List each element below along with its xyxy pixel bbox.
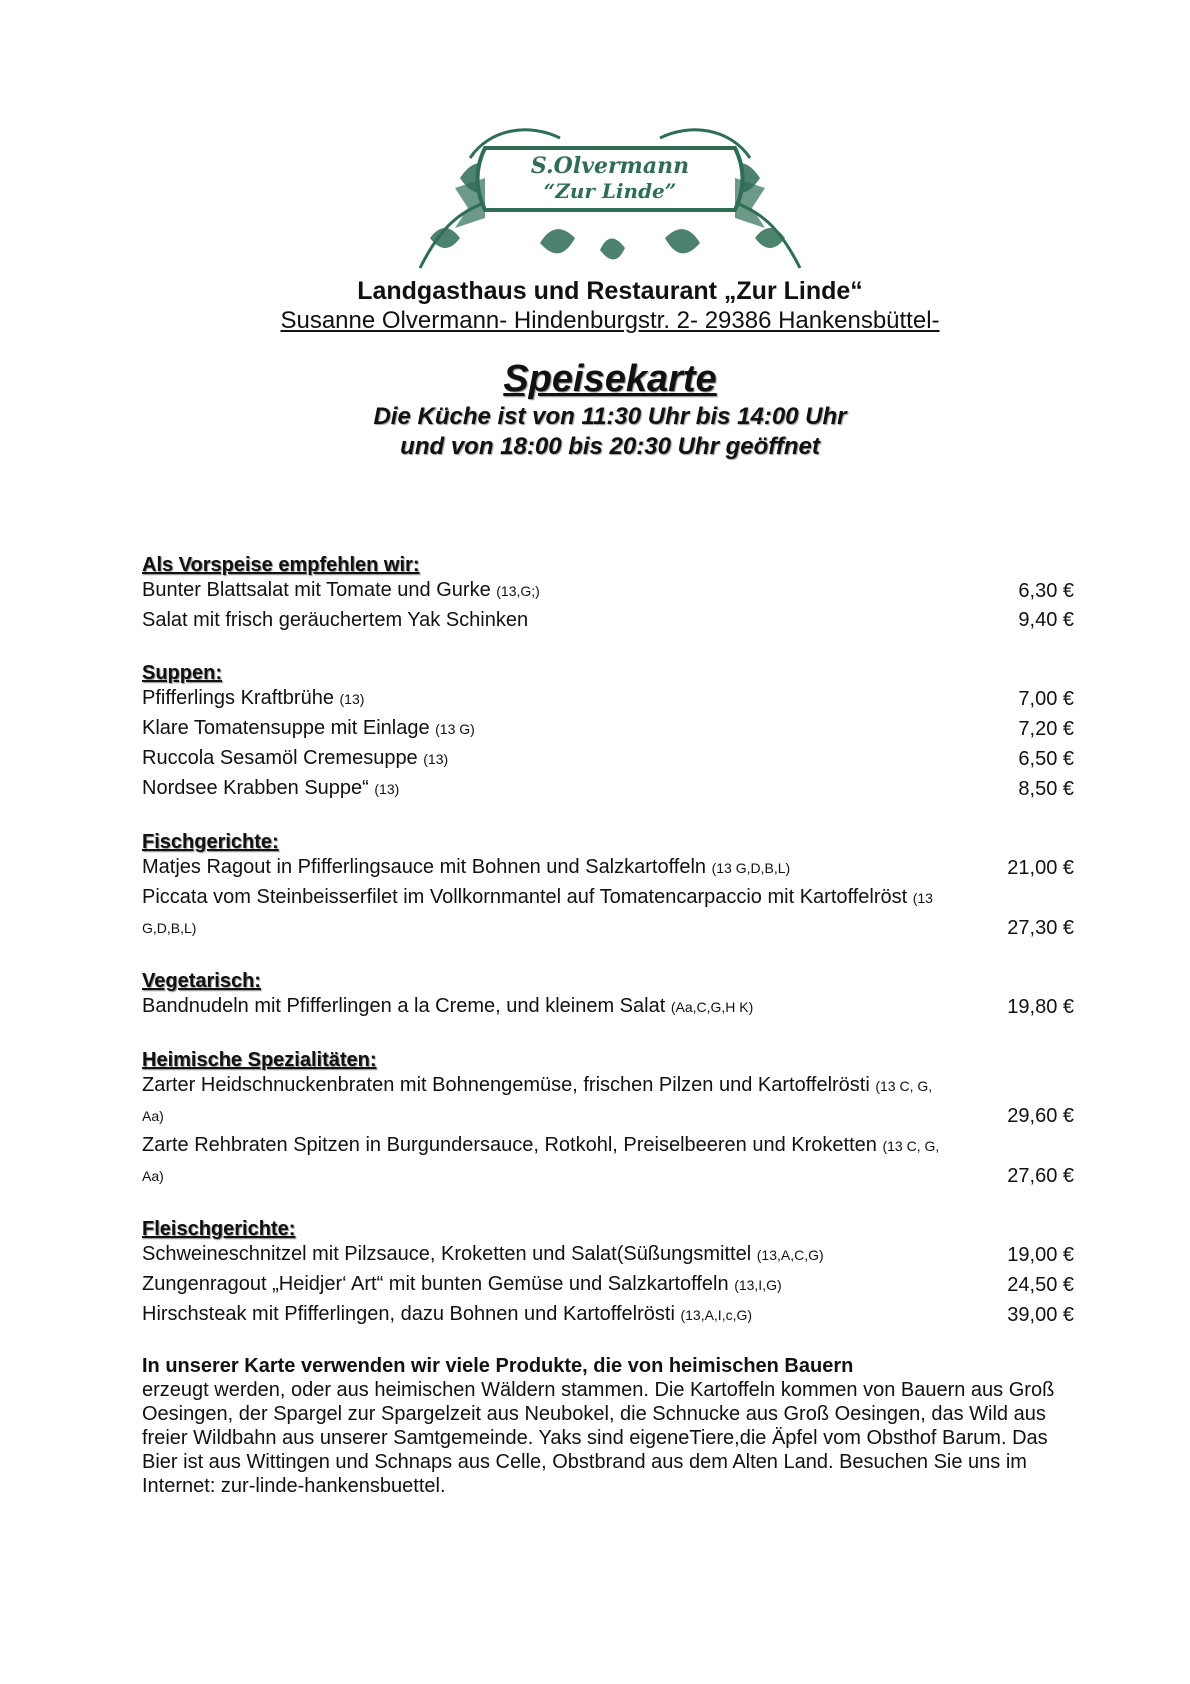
menu-item: [142, 606, 1074, 635]
section-heading: Vegetarisch:: [142, 970, 261, 992]
menu-item-allergens: (13): [374, 781, 400, 797]
page-header: [0, 276, 1190, 336]
menu-item-price: 6,50 €: [1018, 748, 1074, 770]
menu-item-allergens: (13): [339, 691, 365, 707]
menu-section-vegetarian: [142, 970, 1074, 1022]
menu-item-allergens: (Aa,C,G,H K): [670, 999, 754, 1015]
menu-item-allergens: (13,I,G): [734, 1277, 782, 1293]
menu-item-price: 27,30 €: [1007, 917, 1074, 939]
section-heading: Fleischgerichte:: [142, 1218, 296, 1240]
menu-item-name: Klare Tomatensuppe mit Einlage: [142, 717, 430, 739]
menu-item-name: Zarte Rehbraten Spitzen in Burgundersauce, Rotkohl, Preiselbeeren und Kroketten: [142, 1134, 877, 1156]
menu-item: [142, 744, 1074, 774]
menu-section-starters: [142, 554, 1074, 635]
menu-item: [142, 1240, 1074, 1270]
menu-item-name: Bunter Blattsalat mit Tomate und Gurke: [142, 579, 491, 601]
menu-item: [142, 1131, 1074, 1191]
menu-item: [142, 883, 1074, 943]
menu-item-text: [142, 714, 475, 744]
menu-item-price: 19,00 €: [1007, 1244, 1074, 1266]
menu-item-name: Pfifferlings Kraftbrühe: [142, 687, 334, 709]
menu-item: [142, 1071, 1074, 1131]
menu-item-text: [142, 1300, 752, 1330]
menu-item-name: Salat mit frisch geräuchertem Yak Schinken: [142, 609, 529, 631]
menu-item-price: 21,00 €: [1007, 857, 1074, 879]
menu-item-text: [142, 1071, 942, 1131]
menu-item-name: Piccata vom Steinbeisserfilet im Vollkornmantel auf Tomatencarpaccio mit Kartoffelröst: [142, 886, 908, 908]
menu-item-name: Nordsee Krabben Suppe“: [142, 777, 369, 799]
menu-section-fish: [142, 831, 1074, 943]
menu-item-name: Hirschsteak mit Pfifferlingen, dazu Bohnen und Kartoffelrösti: [142, 1303, 675, 1325]
menu-item-text: [142, 684, 364, 714]
section-heading: Suppen:: [142, 662, 222, 684]
menu-item-allergens: (13,G;): [496, 583, 540, 599]
menu-item-text: [142, 992, 753, 1022]
menu-item-name: Zungenragout „Heidjer‘ Art“ mit bunten Gemüse und Salzkartoffeln: [142, 1273, 729, 1295]
menu-item: [142, 1270, 1074, 1300]
menu-item: [142, 853, 1074, 883]
menu-item-name: Bandnudeln mit Pfifferlingen a la Creme, und kleinem Salat: [142, 995, 666, 1017]
menu-item-text: [142, 1131, 942, 1191]
menu-item-price: 7,00 €: [1018, 688, 1074, 710]
menu-item-text: [142, 883, 942, 943]
menu-item: [142, 576, 1074, 606]
menu-item-allergens: (13 C, G, Aa): [142, 1078, 933, 1124]
menu-item-name: Ruccola Sesamöl Cremesuppe: [142, 747, 418, 769]
footer-note-text: erzeugt werden, oder aus heimischen Wäldern stammen. Die Kartoffeln kommen von Bauern aus Groß Oesingen, der Spargel zur Spargelzeit aus Neubokel, die Schnucke aus Groß Oesingen, das Wild aus freier Wildbahn aus unserer Samtgemeinde. Yaks sind eigeneTiere,die Äpfel vom Obsthof Barum. Das Bier ist aus Wittingen und Schnaps aus Celle, Obstbrand aus dem Alten Land. Besuchen Sie uns im Internet: zur-linde-hankensbuettel.: [142, 1379, 1055, 1497]
menu-item-text: [142, 774, 399, 804]
section-heading: Heimische Spezialitäten:: [142, 1049, 377, 1071]
logo-banner-graphic: [400, 118, 820, 278]
menu-item-allergens: (13): [423, 751, 449, 767]
restaurant-logo: [400, 118, 820, 278]
footer-note: [142, 1354, 1082, 1498]
menu-section-local-specialties: [142, 1049, 1074, 1191]
menu-item-text: [142, 744, 448, 774]
menu-section-soups: [142, 662, 1074, 804]
menu-item-allergens: (13,A,I,c,G): [680, 1307, 753, 1323]
menu-item-allergens: (13 G,D,B,L): [711, 860, 791, 876]
menu-item-text: [142, 606, 528, 635]
menu: [142, 554, 1074, 1357]
menu-item: [142, 684, 1074, 714]
menu-item-allergens: (13 G): [435, 721, 475, 737]
opening-hours-line-1: Die Küche ist von 11:30 Uhr bis 14:00 Uhr: [373, 403, 847, 430]
menu-item-text: [142, 853, 790, 883]
opening-hours-line-2: und von 18:00 bis 20:30 Uhr geöffnet: [400, 433, 820, 460]
menu-item-price: 39,00 €: [1007, 1304, 1074, 1326]
menu-item-allergens: (13,A,C,G): [756, 1247, 824, 1263]
menu-section-meat: [142, 1218, 1074, 1330]
menu-item-allergens: (13 G,D,B,L): [142, 890, 933, 936]
menu-item-text: [142, 576, 540, 606]
menu-item-text: [142, 1270, 782, 1300]
menu-item-price: 9,40 €: [1018, 609, 1074, 631]
menu-item-price: 19,80 €: [1007, 996, 1074, 1018]
menu-item: [142, 774, 1074, 804]
menu-item-price: 7,20 €: [1018, 718, 1074, 740]
menu-item-price: 29,60 €: [1007, 1105, 1074, 1127]
menu-item-name: Schweineschnitzel mit Pilzsauce, Kroketten und Salat(Süßungsmittel: [142, 1243, 752, 1265]
menu-item-price: 8,50 €: [1018, 778, 1074, 800]
section-heading: Als Vorspeise empfehlen wir:: [142, 554, 420, 576]
menu-item-price: 24,50 €: [1007, 1274, 1074, 1296]
menu-item: [142, 992, 1074, 1022]
menu-item-name: Zarter Heidschnuckenbraten mit Bohnengemüse, frischen Pilzen und Kartoffelrösti: [142, 1074, 870, 1096]
menu-item-price: 6,30 €: [1018, 580, 1074, 602]
logo-line-2: “Zur Linde”: [543, 179, 677, 203]
opening-hours: [0, 402, 1190, 462]
restaurant-address: Susanne Olvermann- Hindenburgstr. 2- 29386 Hankensbüttel-: [280, 307, 940, 334]
page-title: Speisekarte: [503, 358, 717, 400]
menu-item: [142, 714, 1074, 744]
menu-item-price: 27,60 €: [1007, 1165, 1074, 1187]
menu-item-allergens: (13 C, G, Aa): [142, 1138, 940, 1184]
section-heading: Fischgerichte:: [142, 831, 279, 853]
logo-line-1: S.Olvermann: [530, 153, 690, 179]
footer-note-heading: In unserer Karte verwenden wir viele Produkte, die von heimischen Bauern: [142, 1355, 854, 1377]
restaurant-name: Landgasthaus und Restaurant „Zur Linde“: [357, 277, 863, 305]
menu-item: [142, 1300, 1074, 1330]
menu-item-name: Matjes Ragout in Pfifferlingsauce mit Bohnen und Salzkartoffeln: [142, 856, 707, 878]
menu-item-text: [142, 1240, 824, 1270]
